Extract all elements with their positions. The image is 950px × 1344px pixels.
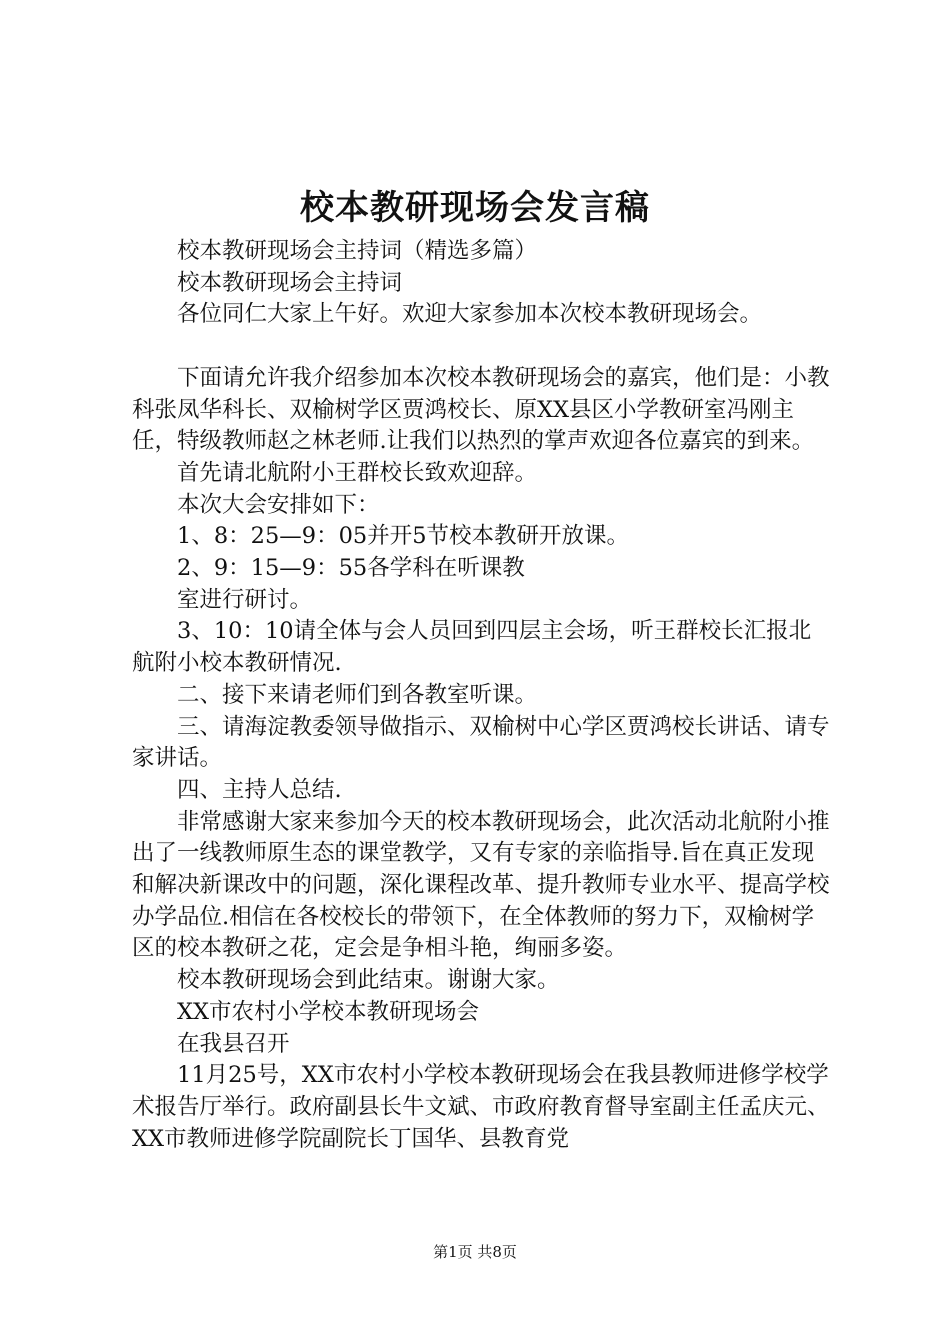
paragraph: 在我县召开 (177, 1030, 290, 1057)
paragraph: 1、8：25—9：05并开5节校本教研开放课。 (177, 523, 630, 550)
paragraph: XX市农村小学校本教研现场会 (177, 998, 480, 1025)
paragraph: 校本教研现场会到此结束。谢谢大家。 (177, 967, 560, 994)
page-number-footer: 第1页 共8页 (433, 1243, 517, 1261)
paragraph: 非常感谢大家来参加今天的校本教研现场会，此次活动北航附小推出了一线教师原生态的课堂教学，又有专家的亲临指导.旨在真正发现和解决新课改中的问题，深化课程改革、提升教师专业水平、提高学校办学品位.相信在各校校长的带领下，在全体教师的努力下，双榆树学区的校本教研之花，定会是争相斗艳，绚丽多姿。 (132, 808, 830, 962)
document-body (132, 236, 832, 1155)
document-title: 校本教研现场会发言稿 (300, 188, 650, 228)
paragraph: 四、主持人总结. (177, 776, 342, 803)
paragraph: 二、接下来请老师们到各教室听课。 (177, 681, 538, 708)
paragraph: 室进行研讨。 (177, 586, 313, 613)
paragraph: 3、10：10请全体与会人员回到四层主会场，听王群校长汇报北航附小校本教研情况. (132, 618, 812, 677)
paragraph: 各位同仁大家上午好。欢迎大家参加本次校本教研现场会。 (177, 301, 763, 328)
paragraph: 2、9：15—9：55各学科在听课教 (177, 555, 525, 582)
paragraph: 首先请北航附小王群校长致欢迎辞。 (177, 459, 538, 486)
paragraph-spacer (132, 331, 832, 363)
paragraph: 本次大会安排如下： (177, 491, 380, 518)
paragraph: 校本教研现场会主持词 (177, 269, 403, 296)
paragraph: 校本教研现场会主持词（精选多篇） (177, 238, 538, 264)
paragraph: 三、请海淀教委领导做指示、双榆树中心学区贾鸿校长讲话、请专家讲话。 (132, 713, 830, 772)
paragraph: 11月25号，XX市农村小学校本教研现场会在我县教师进修学校学术报告厅举行。政府副县长牛文斌、市政府教育督导室副主任孟庆元、XX市教师进修学院副院长丁国华、县教育党 (132, 1062, 830, 1152)
paragraph: 下面请允许我介绍参加本次校本教研现场会的嘉宾，他们是：小教科张凤华科长、双榆树学区贾鸿校长、原XX县区小学教研室冯刚主任，特级教师赵之林老师.让我们以热烈的掌声欢迎各位嘉宾的到来。 (132, 364, 830, 455)
